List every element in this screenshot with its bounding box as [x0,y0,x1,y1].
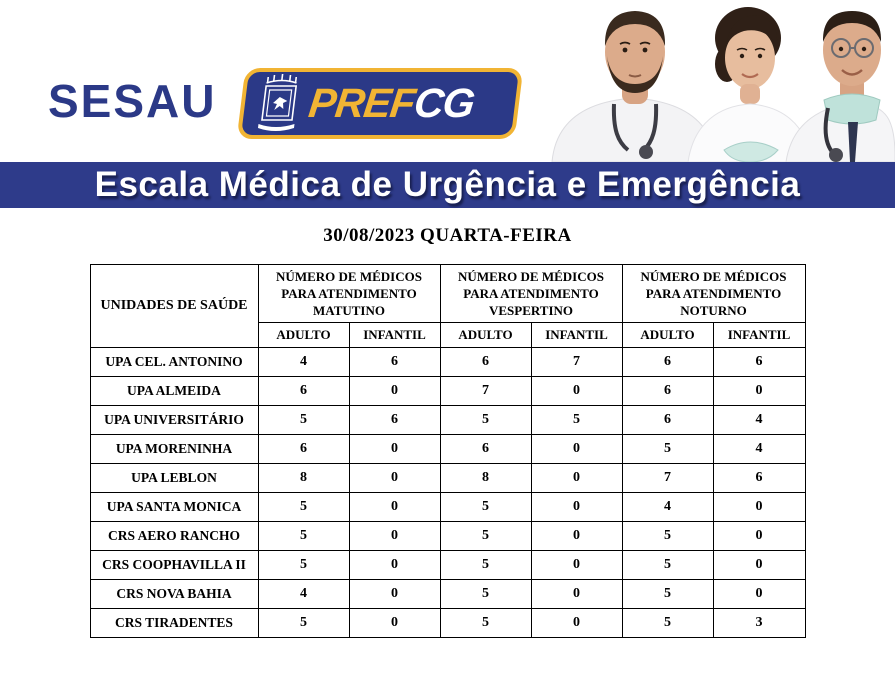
value-cell: 5 [531,406,622,435]
value-cell: 4 [713,406,805,435]
table-row [90,406,805,435]
value-cell: 4 [622,493,713,522]
value-cell: 6 [622,406,713,435]
value-cell: 0 [349,551,440,580]
prefcg-logo [237,68,524,139]
table-row [90,435,805,464]
unit-cell: CRS NOVA BAHIA [90,580,258,609]
group-header-vespertino: NÚMERO DE MÉDICOS PARA ATENDIMENTO VESPERTINO [440,265,622,323]
value-cell: 4 [258,580,349,609]
sub-header-infantil: INFANTIL [713,323,805,348]
value-cell: 0 [531,435,622,464]
unit-cell: UPA SANTA MONICA [90,493,258,522]
table-row [90,580,805,609]
value-cell: 5 [258,493,349,522]
unit-cell: UPA ALMEIDA [90,377,258,406]
group-header-noturno: NÚMERO DE MÉDICOS PARA ATENDIMENTO NOTURNO [622,265,805,323]
value-cell: 6 [258,435,349,464]
prefcg-cg-text: CG [411,80,477,126]
value-cell: 4 [258,348,349,377]
value-cell: 7 [440,377,531,406]
table-row [90,348,805,377]
value-cell: 5 [258,609,349,638]
sub-header-adulto: ADULTO [258,323,349,348]
value-cell: 0 [531,609,622,638]
value-cell: 5 [622,609,713,638]
value-cell: 0 [349,609,440,638]
value-cell: 0 [349,493,440,522]
value-cell: 0 [531,493,622,522]
unit-column-header: UNIDADES DE SAÚDE [90,265,258,348]
value-cell: 0 [713,580,805,609]
sub-header-infantil: INFANTIL [349,323,440,348]
value-cell: 4 [713,435,805,464]
group-header-matutino: NÚMERO DE MÉDICOS PARA ATENDIMENTO MATUTINO [258,265,440,323]
value-cell: 0 [349,464,440,493]
unit-cell: UPA CEL. ANTONINO [90,348,258,377]
value-cell: 6 [349,348,440,377]
value-cell: 5 [258,406,349,435]
value-cell: 0 [349,377,440,406]
sub-header-adulto: ADULTO [440,323,531,348]
sesau-wordmark: SESAU [48,75,217,127]
value-cell: 8 [440,464,531,493]
prefcg-pref-text: PREF [306,80,418,126]
value-cell: 5 [440,580,531,609]
sub-header-adulto: ADULTO [622,323,713,348]
table-row [90,522,805,551]
value-cell: 5 [622,580,713,609]
value-cell: 0 [713,522,805,551]
value-cell: 0 [531,464,622,493]
value-cell: 8 [258,464,349,493]
value-cell: 0 [349,580,440,609]
value-cell: 6 [622,377,713,406]
table-row [90,609,805,638]
value-cell: 6 [440,348,531,377]
value-cell: 0 [349,435,440,464]
value-cell: 6 [440,435,531,464]
value-cell: 5 [440,406,531,435]
page-title: Escala Médica de Urgência e Emergência [94,165,801,204]
value-cell: 3 [713,609,805,638]
value-cell: 6 [713,464,805,493]
value-cell: 0 [531,377,622,406]
table-row [90,551,805,580]
schedule-table [90,264,806,638]
value-cell: 5 [258,551,349,580]
date-line: 30/08/2023 QUARTA-FEIRA [323,225,572,246]
value-cell: 5 [440,609,531,638]
table-row [90,377,805,406]
unit-cell: UPA UNIVERSITÁRIO [90,406,258,435]
unit-cell: CRS TIRADENTES [90,609,258,638]
header [0,0,895,162]
value-cell: 6 [349,406,440,435]
value-cell: 5 [622,435,713,464]
value-cell: 5 [258,522,349,551]
value-cell: 6 [713,348,805,377]
value-cell: 6 [622,348,713,377]
table-row [90,464,805,493]
value-cell: 0 [713,551,805,580]
value-cell: 0 [349,522,440,551]
value-cell: 0 [531,551,622,580]
sub-header-infantil: INFANTIL [531,323,622,348]
value-cell: 5 [440,551,531,580]
value-cell: 5 [622,551,713,580]
value-cell: 7 [531,348,622,377]
prefcg-wordmark [306,80,477,127]
value-cell: 0 [713,493,805,522]
value-cell: 5 [440,493,531,522]
value-cell: 0 [531,580,622,609]
value-cell: 5 [622,522,713,551]
unit-cell: UPA MORENINHA [90,435,258,464]
unit-cell: UPA LEBLON [90,464,258,493]
unit-cell: CRS COOPHAVILLA II [90,551,258,580]
value-cell: 6 [258,377,349,406]
value-cell: 0 [713,377,805,406]
value-cell: 0 [531,522,622,551]
value-cell: 5 [440,522,531,551]
table-row [90,493,805,522]
value-cell: 7 [622,464,713,493]
coat-of-arms-icon [253,73,305,135]
title-banner [0,162,895,208]
unit-cell: CRS AERO RANCHO [90,522,258,551]
doctors-photo [530,0,895,162]
